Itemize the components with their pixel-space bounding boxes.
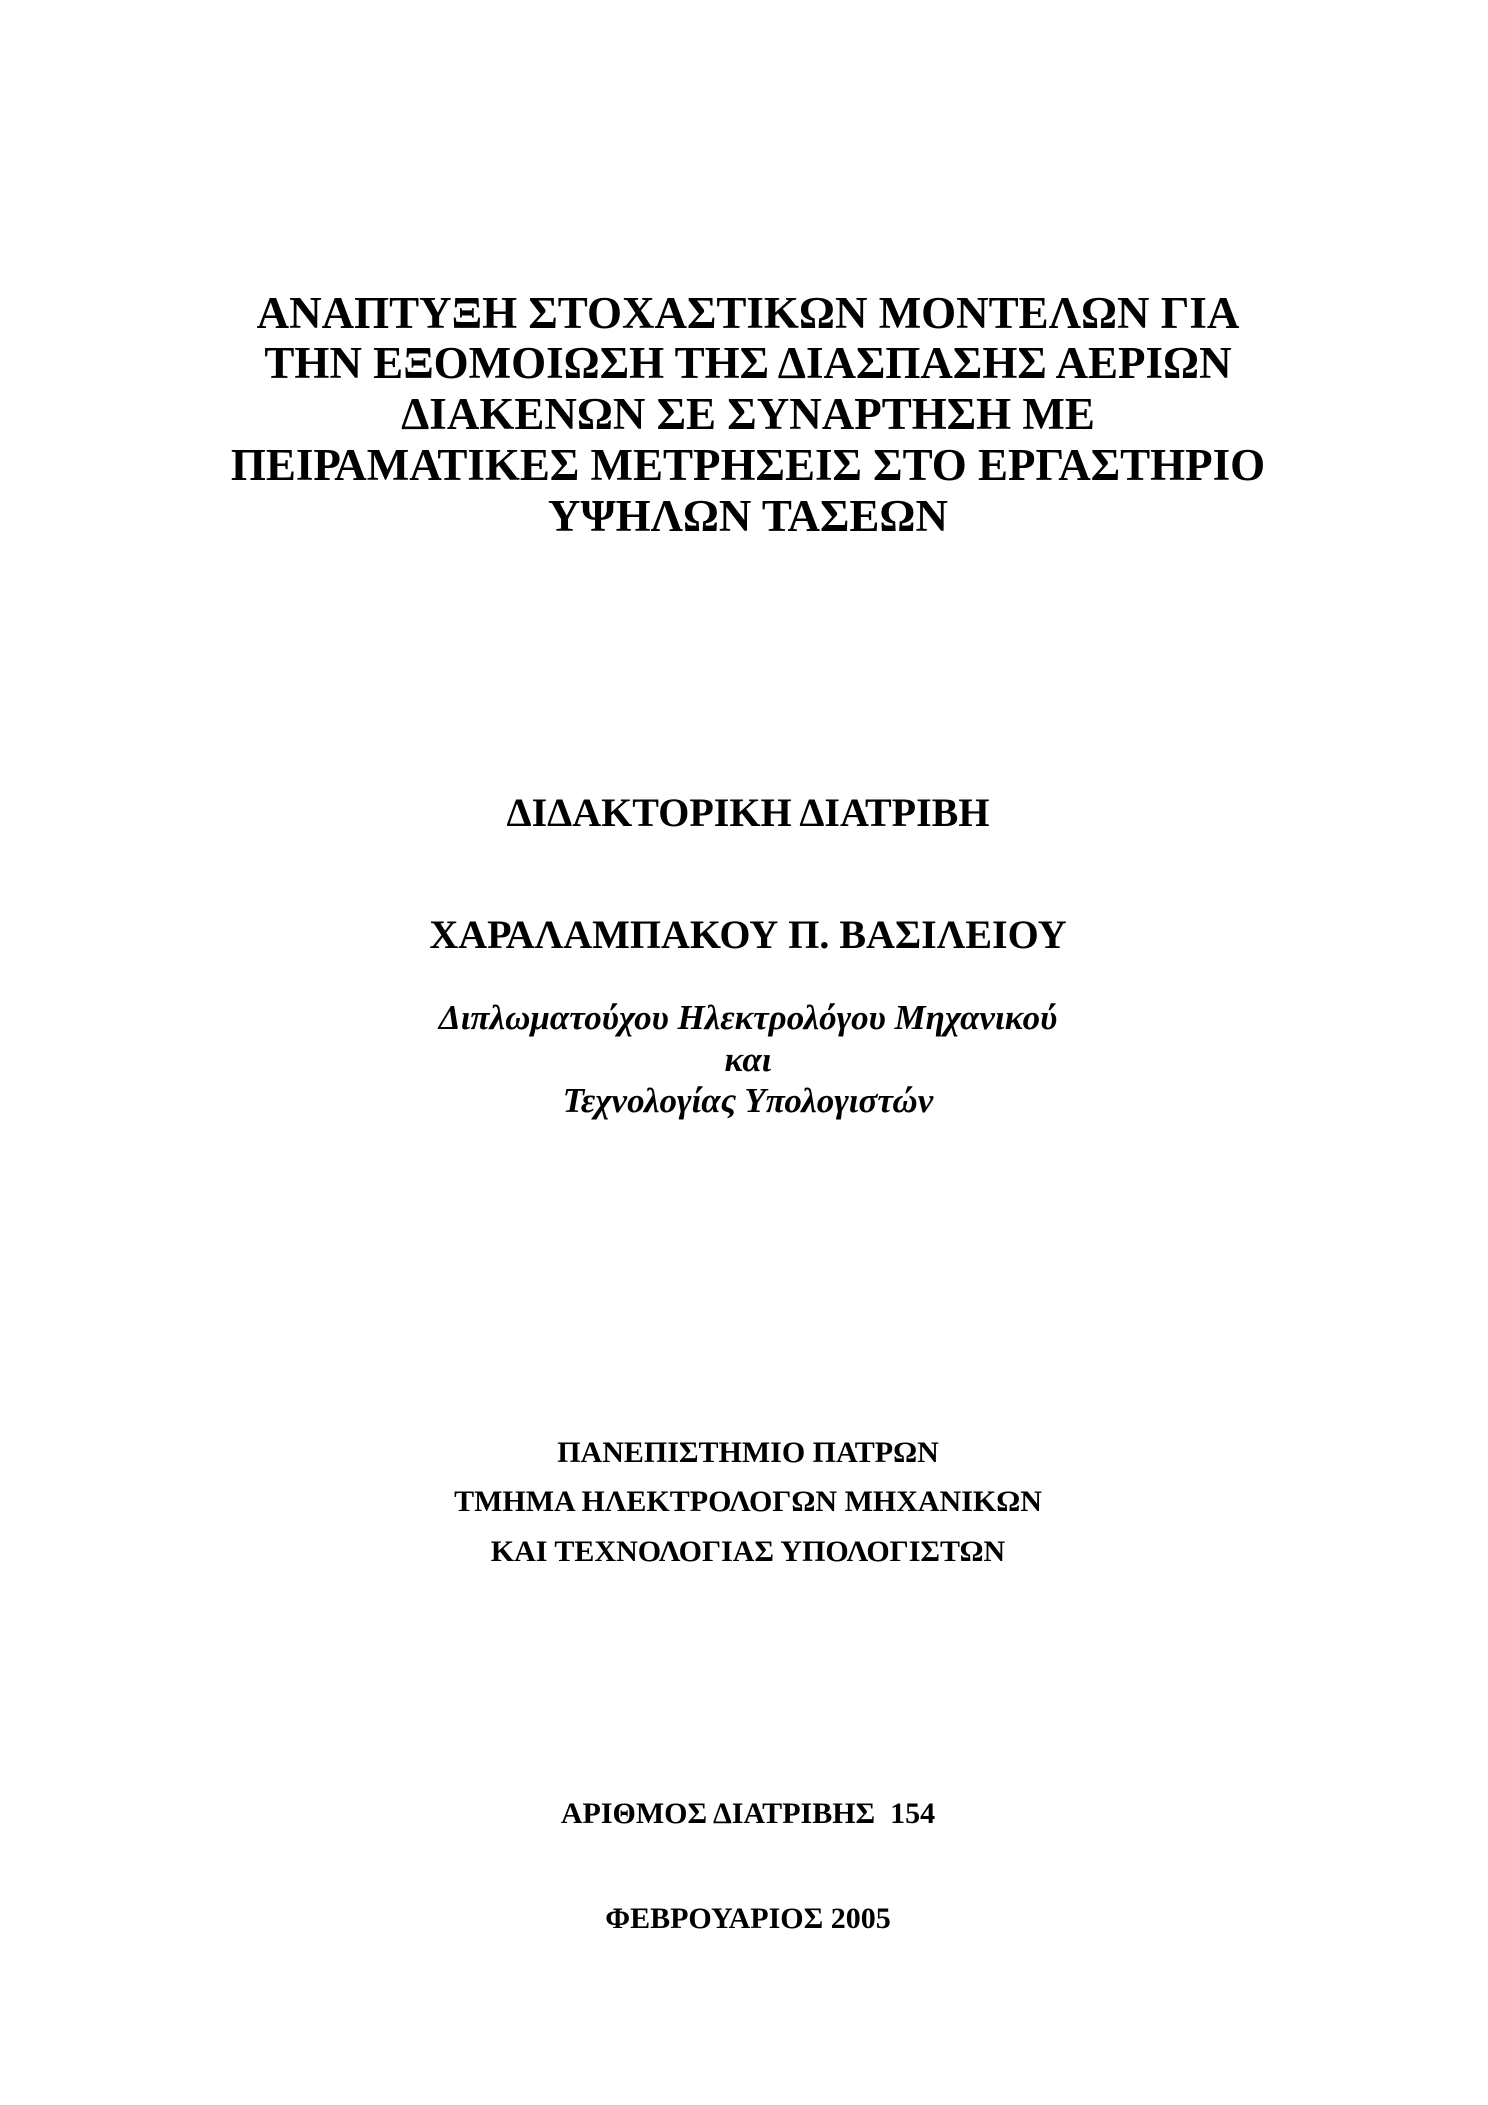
thesis-title-line-2: ΤΗΝ ΕΞΟΜΟΙΩΣΗ ΤΗΣ ΔΙΑΣΠΑΣΗΣ ΑΕΡΙΩΝ [264,338,1232,388]
author-degree-line-2: και [724,1040,772,1079]
thesis-title-line-1: ΑΝΑΠΤΥΞΗ ΣΤΟΧΑΣΤΙΚΩΝ ΜΟΝΤΕΛΩΝ ΓΙΑ [256,288,1240,338]
author-name: ΧΑΡΑΛΑΜΠΑΚΟΥ Π. ΒΑΣΙΛΕΙΟΥ [429,912,1067,957]
thesis-date: ΦΕΒΡΟΥΑΡΙΟΣ 2005 [605,1902,891,1935]
document-type: ΔΙΔΑΚΤΟΡΙΚΗ ΔΙΑΤΡΙΒΗ [506,790,990,835]
author-degree-line-3: Τεχνολογίας Υπολογιστών [562,1081,934,1120]
institution-line-2: ΤΜΗΜΑ ΗΛΕΚΤΡΟΛΟΓΩΝ ΜΗΧΑΝΙΚΩΝ [454,1485,1042,1518]
thesis-title-line-3: ΔΙΑΚΕΝΩΝ ΣΕ ΣΥΝΑΡΤΗΣΗ ΜΕ [401,389,1095,439]
thesis-title-line-5: ΥΨΗΛΩΝ ΤΑΣΕΩΝ [548,491,948,541]
thesis-number: ΑΡΙΘΜΟΣ ΔΙΑΤΡΙΒΗΣ 154 [560,1797,936,1830]
institution-line-3: ΚΑΙ ΤΕΧΝΟΛΟΓΙΑΣ ΥΠΟΛΟΓΙΣΤΩΝ [490,1535,1006,1568]
thesis-title-line-4: ΠΕΙΡΑΜΑΤΙΚΕΣ ΜΕΤΡΗΣΕΙΣ ΣΤΟ ΕΡΓΑΣΤΗΡΙΟ [230,440,1266,490]
institution-line-1: ΠΑΝΕΠΙΣΤΗΜΙΟ ΠΑΤΡΩΝ [557,1436,939,1469]
author-degree-line-1: Διπλωματούχου Ηλεκτρολόγου Μηχανικού [438,998,1058,1037]
